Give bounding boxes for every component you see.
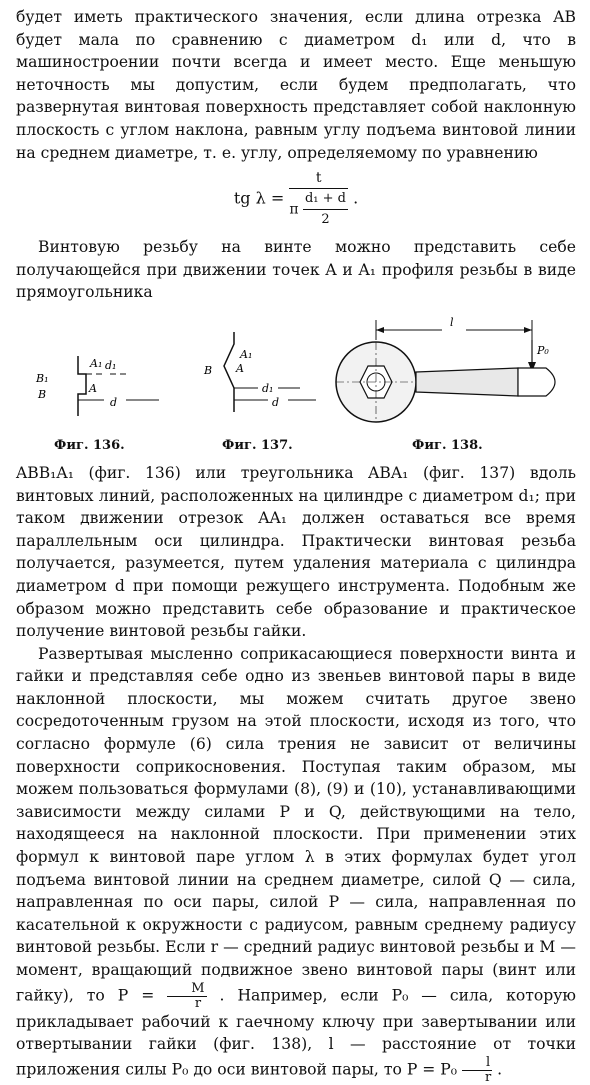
paragraph-4-text: Развертывая мысленно соприкасающиеся поверхности винта и гайки и представляя себе одно из звеньев винтовой пары в виде наклонной плоскости, мы можем считать другое звено сосредоточенным грузом на этой плоскости, исходя из того, что согласно формуле (6) сила трения не зависит от величины поверхности соприкосновения. Поступая таким образом, мы можем пользоваться формулами (8), (9) и (10), устанавливающими зависимости между силами P и Q, действующими на тело, находящееся на наклонной плоскости. При применении этих формул к винтовой паре углом λ в этих формулах будет угол подъема винтовой линии на среднем диаметре, силой Q — сила, направленная по оси пары, силой P — сила, направленная по касательной к окружности с радиусом, равным среднему радиусу винтовой резьбы. Если r — средний радиус винтовой резьбы и M — момент, вращающий подвижное звено винтовой пары (винт или гайку), то — [16, 644, 576, 1005]
fig136-label-d1: d₁ — [105, 358, 117, 372]
paragraph-2: Винтовую резьбу на винте можно представить себе получающейся при движении точек A и A₁ профиля резьбы в виде прямоугольника — [16, 238, 576, 302]
fig136-label-a: A — [89, 381, 97, 395]
book-page — [16, 6, 576, 1085]
eq2-numerator: l — [462, 1056, 492, 1071]
fig137-label-d1: d₁ — [262, 381, 274, 395]
fig138-label-p0: P₀ — [537, 343, 549, 357]
fig138-label-l: l — [450, 315, 454, 329]
figure-137-caption: Фиг. 137. — [222, 437, 293, 453]
figures-row — [16, 310, 576, 460]
formula-inner-denominator: 2 — [321, 212, 330, 228]
paragraph-3: ABB₁A₁ (фиг. 136) или треугольника ABA₁ (фиг. 137) вдоль винтовых линий, расположенных на цилиндре с диаметром d₁; при таком движении отрезок AA₁ должен оставаться все время параллельным оси цилиндра. Практически винтовая резьба получается, разумеется, путем удаления материала с цилиндра диаметром d при помощи режущего инструмента. Подобным же образом можно представить себе образование и практическое получение винтовой резьбы гайки. — [16, 463, 576, 641]
fig137-label-b: B — [204, 363, 213, 377]
fig136-label-a1: A₁ — [90, 356, 103, 370]
fig137-label-d: d — [272, 395, 280, 409]
figure-136-caption: Фиг. 136. — [54, 437, 125, 453]
formula-tg-lambda — [16, 168, 576, 230]
fig137-label-a1: A₁ — [240, 347, 253, 361]
formula-numerator: t — [289, 168, 348, 189]
formula-inner-numerator: d₁ + d — [303, 189, 348, 210]
paragraph-1: будет иметь практического значения, если длина отрезка AB будет мала по сравнению с диаметром d₁ или d, что в машиностроении почти всегда и имеет место. Еще меньшую неточность мы допустим, если будем предполагать, что развернутая винтовая поверхность представляет собой наклонную плоскость с углом наклона, равным углу подъема винтовой линии на среднем диаметре, т. е. углу, определяемому по уравнению — [16, 8, 576, 162]
formula-lhs: tg λ = — [233, 188, 285, 208]
fig136-label-b1: B₁ — [36, 371, 49, 385]
formula-pi: π — [289, 201, 299, 218]
eq1-tail: . Например, если P₀ — сила, которую прикладывает рабочий к гаечному ключу при завертывании или отвертывании гайки (фиг. 138), l — расстояние от точки приложения силы P₀ до оси винтовой пары, то — [16, 986, 576, 1079]
figure-138-caption: Фиг. 138. — [412, 437, 483, 453]
fig136-label-b: B — [38, 387, 47, 401]
figure-136-drawing — [34, 336, 174, 436]
eq1-fraction — [167, 982, 206, 1011]
fig137-label-a: A — [236, 361, 244, 375]
formula-fraction — [289, 168, 348, 230]
eq2-denominator: r — [484, 1069, 492, 1085]
figure-138-drawing — [332, 310, 576, 436]
eq2-lhs: P = P₀ — [406, 1060, 458, 1079]
figure-137-drawing — [188, 322, 328, 434]
eq2-fraction — [462, 1056, 492, 1085]
eq1-lhs: P = — [117, 986, 155, 1005]
eq1-numerator: M — [167, 982, 206, 997]
formula-denominator — [289, 189, 348, 230]
eq2-end: . — [497, 1060, 503, 1079]
paragraph-4 — [16, 643, 576, 1085]
formula-end: . — [353, 188, 359, 208]
eq1-denominator: r — [194, 995, 202, 1011]
fig136-label-d: d — [110, 395, 118, 409]
formula-inner-fraction — [303, 189, 348, 230]
